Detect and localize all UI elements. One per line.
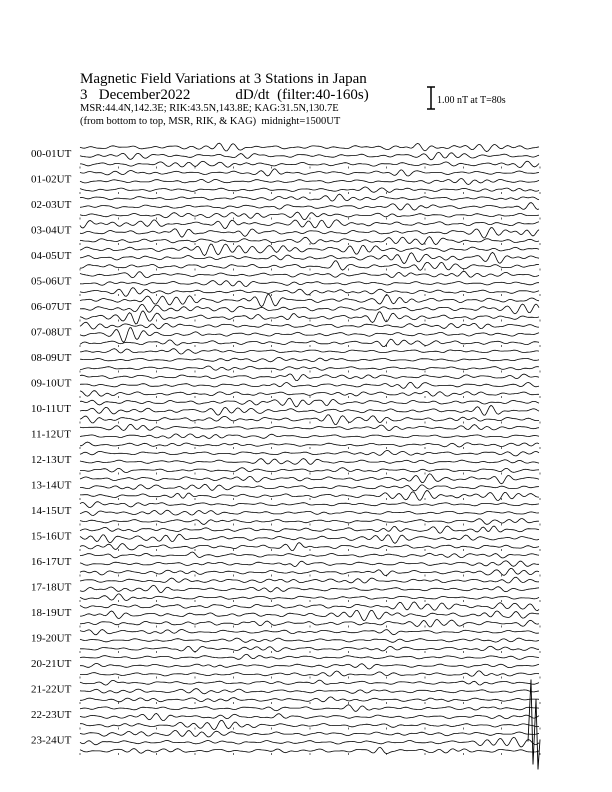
trace-rik bbox=[80, 179, 539, 185]
trace-kag bbox=[80, 244, 539, 256]
trace-kag bbox=[80, 271, 539, 278]
hour-label: 18-19UT bbox=[31, 607, 72, 619]
midnight-note: midnight=1500UT bbox=[261, 116, 341, 127]
station-order-line bbox=[80, 117, 340, 128]
hour-label: 12-13UT bbox=[31, 454, 72, 466]
trace-kag bbox=[80, 680, 539, 685]
trace-rik bbox=[80, 405, 539, 415]
filter-label: (filter:40-160s) bbox=[277, 87, 369, 103]
scale-bar-icon bbox=[427, 87, 435, 109]
trace-rik bbox=[80, 304, 539, 314]
trace-rik bbox=[80, 663, 539, 669]
trace-msr bbox=[80, 671, 539, 676]
trace-kag bbox=[80, 322, 539, 329]
trace-rik bbox=[80, 252, 539, 263]
trace-rik bbox=[80, 610, 539, 620]
trace-kag bbox=[80, 630, 539, 635]
trace-kag bbox=[80, 474, 539, 484]
trace-rik bbox=[80, 737, 539, 747]
trace-rik bbox=[80, 510, 539, 515]
hour-label: 10-11UT bbox=[31, 403, 71, 415]
hour-label: 16-17UT bbox=[31, 556, 72, 568]
trace-rik bbox=[80, 382, 539, 388]
trace-msr bbox=[80, 594, 539, 601]
date-month-year: December2022 bbox=[98, 87, 191, 103]
hour-label: 13-14UT bbox=[31, 479, 72, 492]
trace-msr bbox=[80, 415, 539, 425]
hour-label: 04-05UT bbox=[31, 250, 72, 262]
trace-rik bbox=[80, 459, 539, 465]
trace-kag bbox=[80, 143, 539, 151]
trace-msr bbox=[80, 339, 539, 346]
scale-label: 1.00 nT at T=80s bbox=[437, 95, 506, 106]
trace-kag bbox=[80, 502, 539, 508]
trace-msr bbox=[80, 311, 539, 324]
trace-rik bbox=[80, 328, 539, 343]
trace-kag bbox=[80, 654, 539, 659]
hour-label: 19-20UT bbox=[31, 632, 72, 645]
trace-kag bbox=[80, 294, 539, 306]
trace-rik bbox=[80, 689, 539, 694]
trace-kag bbox=[80, 577, 539, 583]
date-day: 3 bbox=[80, 87, 88, 103]
trace-kag bbox=[80, 424, 539, 430]
trace-rik bbox=[80, 534, 539, 543]
trace-kag bbox=[80, 526, 539, 533]
trace-kag bbox=[80, 374, 539, 381]
trace-rik bbox=[80, 484, 539, 491]
hour-label: 01-02UT bbox=[31, 173, 72, 186]
trace-kag bbox=[80, 194, 539, 201]
trace-kag bbox=[80, 552, 539, 558]
hour-label: 02-03UT bbox=[31, 199, 72, 211]
trace-msr bbox=[80, 568, 539, 575]
trace-msr bbox=[80, 391, 539, 397]
trace-rik bbox=[80, 585, 539, 592]
hour-label: 07-08UT bbox=[31, 326, 72, 339]
trace-msr bbox=[80, 366, 539, 370]
trace-msr bbox=[80, 261, 539, 271]
trace-rik bbox=[80, 203, 539, 210]
trace-msr bbox=[80, 442, 539, 447]
trace-spike bbox=[528, 680, 540, 770]
hour-label: 03-04UT bbox=[31, 224, 72, 237]
trace-msr bbox=[80, 237, 539, 245]
hour-label: 17-18UT bbox=[31, 581, 72, 594]
trace-rik bbox=[80, 357, 539, 361]
trace-rik bbox=[80, 152, 539, 160]
trace-rik bbox=[80, 561, 539, 567]
chart-title: Magnetic Field Variations at 3 Stations in Japan bbox=[80, 71, 367, 87]
trace-msr bbox=[80, 288, 539, 297]
hour-label: 23-24UT bbox=[31, 734, 72, 747]
trace-msr bbox=[80, 187, 539, 192]
trace-rik bbox=[80, 638, 539, 642]
trace-group bbox=[80, 143, 540, 769]
trace-rik bbox=[80, 281, 539, 287]
trace-msr bbox=[80, 468, 539, 473]
trace-msr bbox=[80, 646, 539, 651]
hour-label: 08-09UT bbox=[31, 352, 72, 364]
hour-label: 00-01UT bbox=[31, 148, 72, 160]
trace-kag bbox=[80, 398, 539, 407]
trace-rik bbox=[80, 228, 539, 238]
trace-msr bbox=[80, 212, 539, 220]
trace-msr bbox=[80, 619, 539, 627]
station-order-note: (from bottom to top, MSR, RIK, & KAG) bbox=[80, 116, 257, 127]
date-line bbox=[80, 88, 369, 103]
trace-kag bbox=[80, 220, 539, 229]
trace-msr bbox=[80, 519, 539, 525]
trace-msr bbox=[80, 720, 539, 729]
hour-label: 05-06UT bbox=[31, 275, 72, 288]
trace-rik bbox=[80, 714, 539, 721]
hour-label: 14-15UT bbox=[31, 505, 72, 517]
trace-msr bbox=[80, 747, 539, 753]
trace-kag bbox=[80, 349, 539, 354]
trace-rik bbox=[80, 434, 539, 439]
hour-label: 22-23UT bbox=[31, 709, 72, 721]
trace-kag bbox=[80, 602, 539, 611]
hour-label: 20-21UT bbox=[31, 658, 72, 670]
trace-kag bbox=[80, 450, 539, 456]
trace-msr bbox=[80, 543, 539, 551]
trace-kag bbox=[80, 169, 539, 176]
trace-kag bbox=[80, 705, 539, 712]
trace-msr bbox=[80, 491, 539, 501]
hour-label: 21-22UT bbox=[31, 683, 72, 696]
hour-label: 11-12UT bbox=[31, 428, 71, 441]
trace-msr bbox=[80, 697, 539, 702]
hour-label-group bbox=[31, 148, 72, 747]
station-coordinates: MSR:44.4N,142.3E; RIK:43.5N,143.8E; KAG:31.5N,130.7E bbox=[80, 103, 339, 114]
trace-msr bbox=[80, 161, 539, 167]
trace-kag bbox=[80, 731, 539, 738]
quantity-label: dD/dt bbox=[235, 87, 270, 103]
hour-label: 09-10UT bbox=[31, 377, 72, 390]
hour-label: 06-07UT bbox=[31, 301, 72, 313]
hour-label: 15-16UT bbox=[31, 530, 72, 543]
